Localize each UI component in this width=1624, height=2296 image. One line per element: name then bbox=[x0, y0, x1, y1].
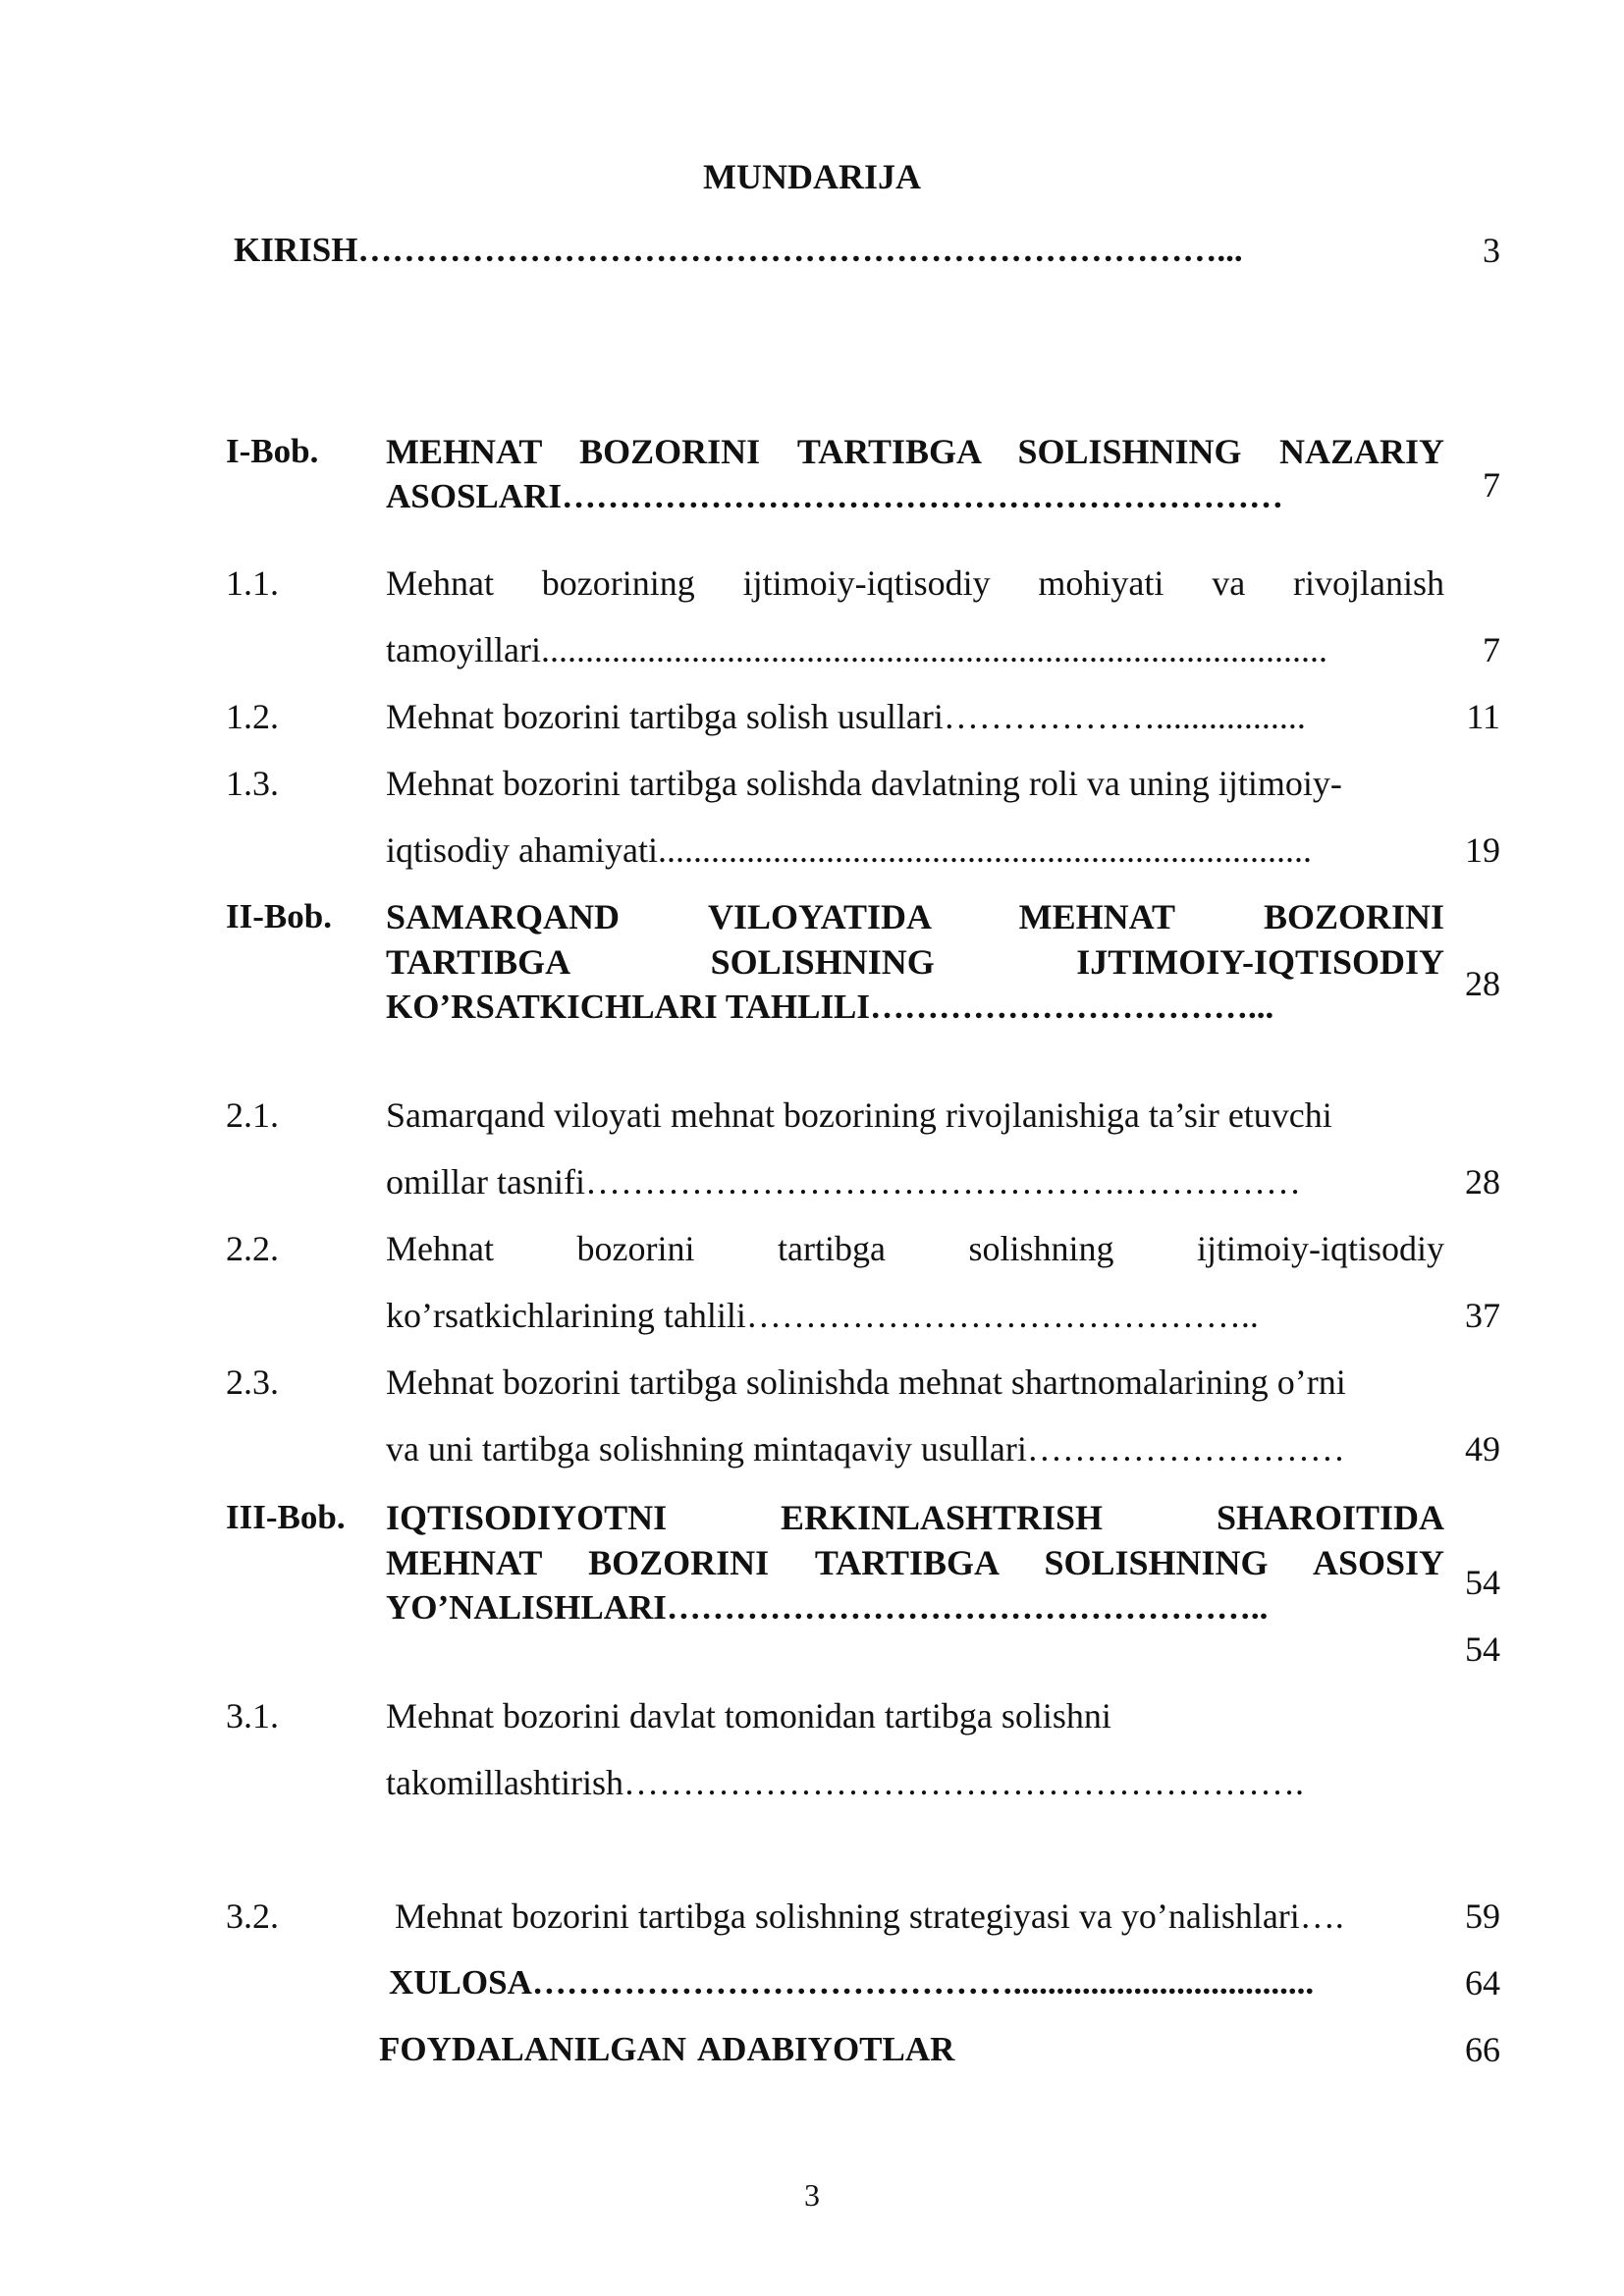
chapter-2-label: II-Bob. bbox=[226, 897, 332, 935]
section-2-1-title-line2: omillar tasnifi……………………………………….…………… bbox=[386, 1162, 1301, 1201]
chapter-2-title-line2: TARTIBGA SOLISHNING IJTIMOIY-IQTISODIY bbox=[386, 942, 1444, 982]
chapter-2-title-line1: SAMARQAND VILOYATIDA MEHNAT BOZORINI bbox=[386, 897, 1444, 936]
section-2-2-title-line1: Mehnat bozorini tartibga solishning ijtimoiy-iqtisodiy bbox=[386, 1229, 1444, 1268]
toc-xulosa-page: 64 bbox=[1465, 1963, 1500, 2002]
page-title: MUNDARIJA bbox=[703, 157, 921, 196]
toc-xulosa: XULOSA……………………………………................................... bbox=[389, 1963, 1315, 2002]
section-1-1-page: 7 bbox=[1483, 630, 1500, 669]
section-2-3-title-line1: Mehnat bozorini tartibga solinishda mehnat shartnomalarining o’rni bbox=[386, 1362, 1346, 1402]
section-2-3-page: 49 bbox=[1465, 1429, 1500, 1468]
section-1-2-number: 1.2. bbox=[226, 697, 279, 736]
section-2-1-title-line1: Samarqand viloyati mehnat bozorining rivojlanishiga ta’sir etuvchi bbox=[386, 1095, 1332, 1135]
section-3-2-number: 3.2. bbox=[226, 1896, 279, 1936]
section-1-1-title-line2: tamoyillari......................................................................................... bbox=[386, 630, 1327, 669]
section-3-1-number: 3.1. bbox=[226, 1696, 279, 1735]
section-2-3-title-line2: va uni tartibga solishning mintaqaviy usullari……………………… bbox=[386, 1429, 1345, 1468]
section-3-2-title: Mehnat bozorini tartibga solishning strategiyasi va yo’nalishlari…. bbox=[395, 1896, 1344, 1936]
section-2-1-page: 28 bbox=[1465, 1162, 1500, 1201]
chapter-1-title-line2: ASOSLARI……………………………………………………… bbox=[386, 477, 1283, 515]
chapter-1-label: I-Bob. bbox=[226, 432, 319, 470]
section-2-2-title-line2: ko’rsatkichlarining tahlili…………………………………….. bbox=[386, 1296, 1259, 1335]
section-3-1-title-line1: Mehnat bozorini davlat tomonidan tartibga solishni bbox=[386, 1696, 1111, 1735]
section-2-2-number: 2.2. bbox=[226, 1229, 279, 1268]
chapter-1-page: 7 bbox=[1483, 465, 1500, 505]
section-1-2-title: Mehnat bozorini tartibga solish usullari………………................. bbox=[386, 697, 1306, 736]
section-2-2-page: 37 bbox=[1465, 1296, 1500, 1335]
section-1-3-page: 19 bbox=[1465, 830, 1500, 870]
toc-kirish: KIRISH…………………………………………………………………... bbox=[234, 231, 1243, 269]
section-2-3-number: 2.3. bbox=[226, 1362, 279, 1402]
section-3-1-page: 54 bbox=[1465, 1629, 1500, 1669]
page-number-footer: 3 bbox=[804, 2177, 820, 2213]
section-1-2-page: 11 bbox=[1466, 697, 1500, 736]
section-3-1-title-line2: takomillashtirish…………………………………………………. bbox=[386, 1763, 1304, 1802]
section-1-3-number: 1.3. bbox=[226, 764, 279, 803]
chapter-2-page: 28 bbox=[1465, 964, 1500, 1003]
section-1-1-title-line1: Mehnat bozorining ijtimoiy-iqtisodiy mohiyati va rivojlanish bbox=[386, 563, 1444, 603]
section-1-3-title-line1: Mehnat bozorini tartibga solishda davlatning roli va uning ijtimoiy- bbox=[386, 764, 1342, 803]
chapter-3-title-line1: IQTISODIYOTNI ERKINLASHTRISH SHAROITIDA bbox=[386, 1498, 1444, 1537]
chapter-3-page: 54 bbox=[1465, 1563, 1500, 1602]
section-1-3-title-line2: iqtisodiy ahamiyati.......................................................................... bbox=[386, 830, 1312, 870]
section-2-1-number: 2.1. bbox=[226, 1095, 279, 1135]
chapter-1-title-line1: MEHNAT BOZORINI TARTIBGA SOLISHNING NAZARIY bbox=[386, 432, 1444, 471]
toc-references: FOYDALANILGAN ADABIYOTLAR bbox=[379, 2030, 955, 2068]
chapter-3-title-line2: MEHNAT BOZORINI TARTIBGA SOLISHNING ASOSIY bbox=[386, 1543, 1444, 1582]
section-3-2-page: 59 bbox=[1465, 1896, 1500, 1936]
toc-references-page: 66 bbox=[1465, 2030, 1500, 2069]
toc-kirish-page: 3 bbox=[1483, 231, 1500, 270]
chapter-2-title-line3: KO’RSATKICHLARI TAHLILI……………………………... bbox=[386, 988, 1274, 1026]
chapter-3-title-line3: YO’NALISHLARI…………………………………………….. bbox=[386, 1588, 1269, 1627]
section-1-1-number: 1.1. bbox=[226, 563, 279, 603]
chapter-3-label: III-Bob. bbox=[226, 1498, 346, 1536]
